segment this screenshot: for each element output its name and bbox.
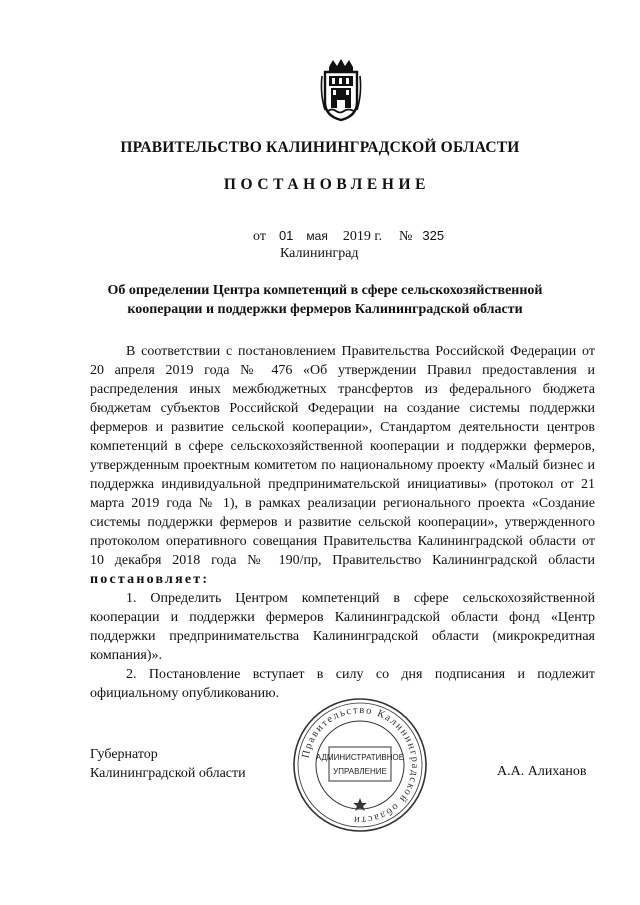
position-line-1: Губернатор (90, 747, 158, 762)
body-paragraph-3: 2. Постановление вступает в силу со дня подписания и подлежит официальному опубликованию. (90, 667, 595, 701)
document-body (90, 342, 595, 703)
date-month: мая (306, 229, 328, 243)
date-day: 01 (278, 228, 294, 243)
seal-center-line-2: УПРАВЛЕНИЕ (333, 767, 387, 776)
document-number: 325 (422, 228, 445, 243)
preamble-text: В соответствии с постановлением Правительства Российской Федерации от 20 апреля 2019 года № 476 «Об утверждении Правил предоставления и распределения иных межбюджетных трансфертов из федерального бюджета бюджетам субъектов Российской Федерации на создание системы поддержки фермеров и развитие сельской кооперации», Стандартом деятельности центров компетенций в сфере сельскохозяйственной кооперации и поддержки фермеров, утвержденным проектным комитетом по национальному проекту «Малый бизнес и поддержка индивидуальной предпринимательской инициативы» (протокол от 21 марта 2019 года № 1), в рамках реализации регионального проекта «Создание системы поддержки фермеров и развитие сельской кооперации», утвержденного протоколом оперативного совещания Правительства Калининградской области от 10 декабря 2018 года № 190/пр, Правительство Калининградской области (90, 344, 595, 568)
seal-ring-text: Правительство Калининградской области (300, 704, 421, 826)
government-title: ПРАВИТЕЛЬСТВО КАЛИНИНГРАДСКОЙ ОБЛАСТИ (120, 139, 520, 156)
coat-of-arms-icon (319, 58, 363, 122)
document-subject (90, 281, 560, 319)
date-year: 2019 г. (342, 229, 382, 244)
document-city: Калининград (280, 246, 359, 261)
signatory-name: А.А. Алиханов (497, 764, 587, 779)
document-date-line (253, 228, 444, 245)
subject-line-1: Об определении Центра компетенций в сфере сельскохозяйственной (107, 283, 543, 298)
official-seal-stamp (289, 694, 431, 836)
number-sign: № (399, 229, 413, 244)
body-paragraph-1 (90, 342, 595, 589)
signatory-position (90, 745, 246, 783)
document-type: ПОСТАНОВЛЕНИЕ (223, 176, 431, 193)
subject-line-2: кооперации и поддержки фермеров Калининградской области (127, 302, 523, 317)
resolves-emphasis: постановляет: (90, 572, 210, 587)
seal-center-line-1: АДМИНИСТРАТИВНОЕ (315, 753, 405, 762)
date-prefix: от (253, 229, 266, 244)
position-line-2: Калининградской области (90, 766, 246, 781)
body-paragraph-2: 1. Определить Центром компетенций в сфере сельскохозяйственной кооперации и поддержки фермеров Калининградской области фонд «Центр поддержки предпринимательства Калининградской области (микрокредитная компания)». (90, 591, 595, 663)
